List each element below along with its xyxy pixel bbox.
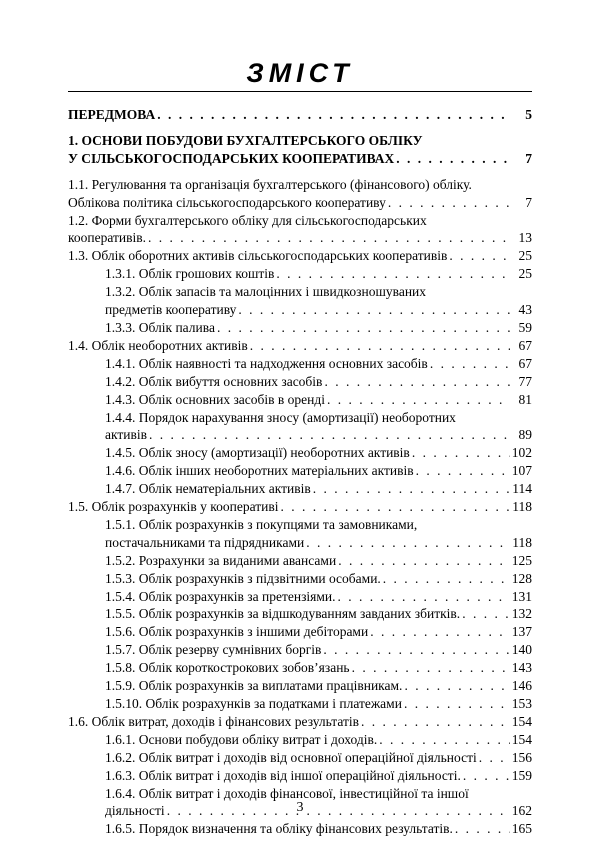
dot-leader <box>274 265 510 283</box>
spacer <box>68 168 532 176</box>
dot-leader <box>453 820 510 838</box>
dot-leader <box>155 106 510 124</box>
toc-entry-title: 1.4.1. Облік наявності та надходження основних засобів <box>105 355 428 371</box>
toc-subentry <box>68 462 532 480</box>
toc-subentry <box>68 265 532 283</box>
toc-subentry <box>68 283 532 319</box>
dot-leader <box>428 355 510 373</box>
toc-subentry <box>68 409 532 445</box>
toc-entry <box>68 498 532 516</box>
toc-entry <box>68 713 532 731</box>
toc-entry-title: 1.6.2. Облік витрат і доходів від основної операційної діяльності <box>105 749 477 765</box>
dot-leader <box>311 480 510 498</box>
toc-entry-page: 140 <box>511 642 532 658</box>
dot-leader <box>402 695 510 713</box>
toc-entry-page: 67 <box>518 337 532 353</box>
toc-entry-heading-line: 1.3.2. Облік запасів та малоцінних і швидкозношуваних <box>105 284 427 300</box>
dot-leader <box>410 444 510 462</box>
toc-entry-page: 143 <box>511 660 532 676</box>
toc-entry-title: 1.6.5. Порядок визначення та обліку фінансових результатів. <box>105 821 453 837</box>
dot-leader <box>236 301 510 319</box>
dot-leader <box>279 498 510 516</box>
toc-subentry <box>68 570 532 588</box>
toc-entry-heading-line: 1. ОСНОВИ ПОБУДОВИ БУХГАЛТЕРСЬКОГО ОБЛІКУ <box>68 132 423 148</box>
toc-entry-title: кооперативів. <box>68 230 146 246</box>
toc-entry-page: 7 <box>525 194 532 210</box>
toc-entry-title: 1.5.10. Облік розрахунків за податками і платежами <box>105 696 402 711</box>
toc-subentry <box>68 373 532 391</box>
toc-subentry <box>68 391 532 409</box>
toc-entry-heading-line: 1.4.4. Порядок нарахування зносу (амортизації) необоротних <box>105 409 456 425</box>
toc-entry-page: 118 <box>512 534 532 550</box>
toc-subentry <box>68 516 532 552</box>
dot-leader <box>402 677 510 695</box>
toc-entry-title: 1.3.1. Облік грошових коштів <box>105 266 275 282</box>
spacer <box>68 124 532 132</box>
toc-entry-page: 162 <box>511 803 532 819</box>
toc-entry-page: 165 <box>511 821 532 837</box>
toc-subentry <box>68 820 532 838</box>
title-underline <box>68 91 532 92</box>
dot-leader <box>304 534 510 552</box>
toc-entry-title: 1.6. Облік витрат, доходів і фінансових результатів <box>68 713 360 729</box>
dot-leader <box>359 713 510 731</box>
toc-entry-page: 67 <box>518 355 532 371</box>
toc-entry-title: 1.3. Облік оборотних активів сільськогосподарських кооперативів <box>68 248 448 264</box>
toc-entry-page: 89 <box>518 427 532 443</box>
toc-entry-heading-line: 1.1. Регулювання та організація бухгалтерського (фінансового) обліку. <box>68 176 472 192</box>
toc-entry-title: 1.5.5. Облік розрахунків за відшкодуванням завданих збитків. <box>105 606 461 622</box>
dot-leader <box>477 749 510 767</box>
toc-entry <box>68 176 532 212</box>
dot-leader <box>386 194 510 212</box>
toc-entry-page: 59 <box>518 319 532 335</box>
toc-entry-title: 1.4. Облік необоротних активів <box>68 337 248 353</box>
dot-leader <box>248 337 510 355</box>
dot-leader <box>381 570 510 588</box>
toc-entry-title: 1.6.1. Основи побудови обліку витрат і доходів. <box>105 731 378 747</box>
toc-entry-page: 137 <box>511 624 532 640</box>
toc-entry-title: 1.4.3. Облік основних засобів в оренді <box>105 391 325 407</box>
toc-entry-title: 1.4.5. Облік зносу (амортизації) необоротних активів <box>105 445 410 461</box>
toc-entry-page: 43 <box>518 302 532 318</box>
toc-entry-page: 153 <box>511 696 532 711</box>
dot-leader <box>215 319 510 337</box>
toc-entry <box>68 337 532 355</box>
dot-leader <box>322 373 510 391</box>
toc-subentry <box>68 319 532 337</box>
toc-entry-page: 114 <box>512 481 532 497</box>
dot-leader <box>414 462 510 480</box>
toc-entry-title: 1.5.3. Облік розрахунків з підзвітними особами. <box>105 570 381 586</box>
toc-entry-title: Облікова політика сільськогосподарського кооперативу <box>68 194 386 210</box>
toc-entry-page: 125 <box>511 552 532 568</box>
toc-entry <box>68 106 532 124</box>
toc-entry <box>68 132 532 168</box>
toc-subentry <box>68 623 532 641</box>
toc-entry-page: 159 <box>511 767 532 783</box>
toc-entry-title: 1.5.4. Облік розрахунків за претензіями. <box>105 588 336 604</box>
dot-leader <box>147 426 510 444</box>
toc-entry-title: активів <box>105 427 147 443</box>
toc-entry-page: 77 <box>518 373 532 389</box>
toc-subentry <box>68 695 532 713</box>
toc-entry-page: 118 <box>512 499 532 515</box>
toc-entry-page: 156 <box>511 749 532 765</box>
toc-entry-title: постачальниками та підрядниками <box>105 534 305 550</box>
toc-entry-title: У СІЛЬСЬКОГОСПОДАРСЬКИХ КООПЕРАТИВАХ <box>68 150 395 166</box>
dot-leader <box>146 229 510 247</box>
toc-entry-page: 25 <box>518 266 532 282</box>
toc-entry <box>68 247 532 265</box>
dot-leader <box>377 731 510 749</box>
toc-subentry <box>68 480 532 498</box>
dot-leader <box>350 659 510 677</box>
toc-subentry <box>68 659 532 677</box>
toc-subentry <box>68 749 532 767</box>
toc-entry-title: 1.6.3. Облік витрат і доходів від іншої операційної діяльності. <box>105 767 461 783</box>
toc-entry <box>68 212 532 248</box>
dot-leader <box>325 391 510 409</box>
dot-leader <box>336 588 510 606</box>
toc-subentry <box>68 605 532 623</box>
dot-leader <box>394 150 510 168</box>
page-title: ЗМІСТ <box>246 58 354 88</box>
toc-subentry <box>68 552 532 570</box>
toc-entry-page: 13 <box>518 230 532 246</box>
toc-subentry <box>68 641 532 659</box>
dot-leader <box>447 247 510 265</box>
toc-entry-page: 146 <box>511 678 532 694</box>
toc-entry-heading-line: 1.5.1. Облік розрахунків з покупцями та замовниками, <box>105 516 418 532</box>
toc-entry-page: 131 <box>511 588 532 604</box>
toc-subentry <box>68 355 532 373</box>
dot-leader <box>321 641 510 659</box>
toc-subentry <box>68 677 532 695</box>
toc-entry-title: діяльності <box>105 803 165 819</box>
toc-subentry <box>68 767 532 785</box>
toc-entry-title: 1.5. Облік розрахунків у кооперативі <box>68 499 279 515</box>
toc-entry-page: 132 <box>511 606 532 622</box>
dot-leader <box>461 767 510 785</box>
table-of-contents <box>68 106 532 838</box>
toc-entry-title: 1.5.9. Облік розрахунків за виплатами працівникам. <box>105 678 403 694</box>
toc-entry-page: 102 <box>511 445 532 461</box>
toc-subentry <box>68 731 532 749</box>
toc-entry-page: 7 <box>525 150 532 166</box>
toc-entry-title: 1.5.2. Розрахунки за виданими авансами <box>105 552 337 568</box>
toc-entry-title: 1.4.6. Облік інших необоротних матеріальних активів <box>105 463 414 479</box>
toc-entry-page: 154 <box>511 731 532 747</box>
toc-entry-title: 1.5.7. Облік резерву сумнівних боргів <box>105 642 322 658</box>
toc-entry-page: 81 <box>518 391 532 407</box>
toc-entry-page: 107 <box>511 463 532 479</box>
toc-entry-title: 1.5.6. Облік розрахунків з іншими дебіторами <box>105 624 369 640</box>
toc-entry-title: ПЕРЕДМОВА <box>68 107 156 122</box>
toc-entry-title: 1.4.2. Облік вибуття основних засобів <box>105 373 323 389</box>
toc-subentry <box>68 588 532 606</box>
toc-subentry <box>68 444 532 462</box>
toc-entry-page: 154 <box>511 713 532 729</box>
toc-entry-heading-line: 1.6.4. Облік витрат і доходів фінансової, інвестиційної та іншої <box>105 785 469 801</box>
toc-entry-title: предметів кооперативу <box>105 302 237 318</box>
toc-entry-title: 1.3.3. Облік палива <box>105 319 215 335</box>
toc-entry-title: 1.5.8. Облік короткострокових зобов’язань <box>105 660 350 676</box>
toc-entry-page: 5 <box>525 107 532 122</box>
toc-entry-heading-line: 1.2. Форми бухгалтерського обліку для сільськогосподарських <box>68 212 427 228</box>
toc-entry-page: 128 <box>511 570 532 586</box>
toc-entry-page: 25 <box>518 248 532 264</box>
dot-leader <box>336 552 510 570</box>
dot-leader <box>368 623 510 641</box>
page-number: 3 <box>296 800 304 815</box>
dot-leader <box>460 605 510 623</box>
toc-entry-title: 1.4.7. Облік нематеріальних активів <box>105 481 311 497</box>
